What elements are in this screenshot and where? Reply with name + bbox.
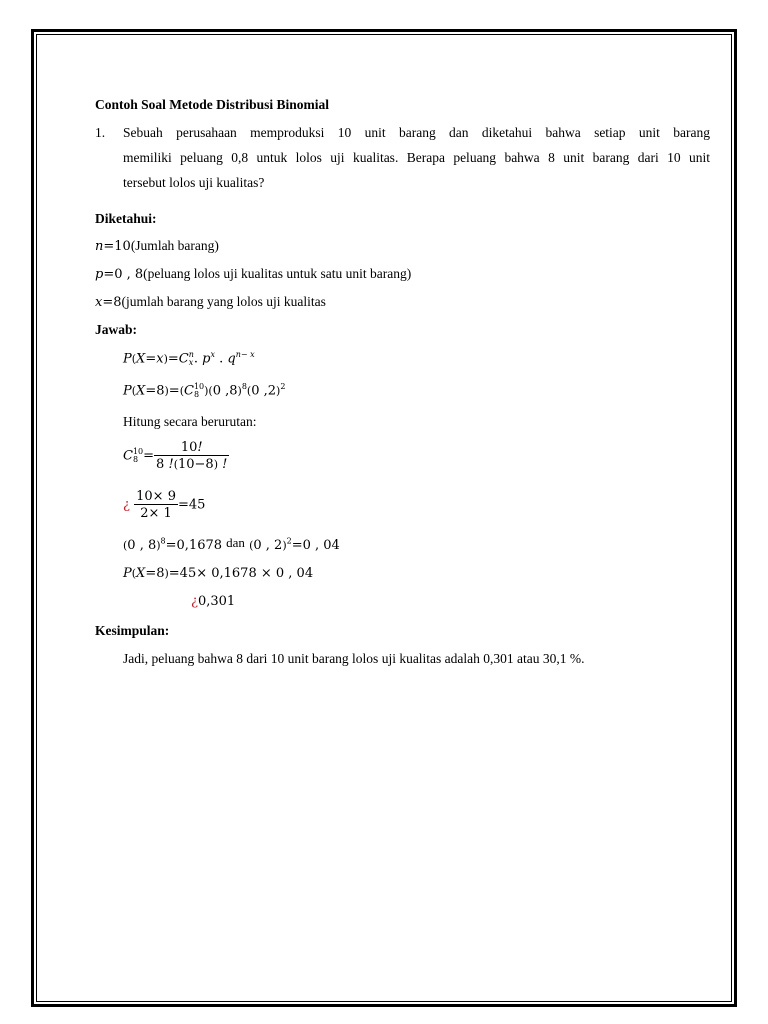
x-description: (jumlah barang yang lolos uji kualitas bbox=[121, 294, 326, 309]
combination-result: ¿ $\frac{10\times 9}{2\times 1}$ =45 bbox=[123, 489, 206, 521]
known-heading: Diketahui: bbox=[95, 211, 157, 226]
problem-line-1: Sebuah perusahaan memproduksi 10 unit barang dan diketahui bahwa setiap unit barang bbox=[123, 125, 710, 140]
powers-line: (0 , 8)$^8$=0,1678 dan (0 , 2)$^2$=0 , 04 bbox=[123, 535, 340, 553]
problem-number: 1. bbox=[95, 125, 106, 140]
result-value: 0,301 bbox=[197, 594, 236, 609]
dan-word: dan bbox=[226, 535, 245, 550]
known-p bbox=[95, 267, 411, 281]
missing-glyph: ¿ bbox=[123, 497, 130, 513]
n-formula: n=10 bbox=[95, 239, 131, 254]
combination-simplified-fraction: $\frac{10\times 9}{2\times 1}$ bbox=[136, 489, 176, 521]
answer-heading: Jawab: bbox=[95, 322, 138, 337]
problem-line-3: tersebut lolos uji kualitas? bbox=[123, 175, 265, 190]
p-description: (peluang lolos uji kualitas untuk satu unit barang) bbox=[143, 266, 412, 281]
final-result bbox=[191, 595, 235, 608]
binomial-formula: P(X=x)=Cn x. $p^x$ . $q^{n- x}$ bbox=[123, 350, 255, 367]
conclusion-text: Jadi, peluang bahwa 8 dari 10 unit barang lolos uji kualitas adalah 0,301 atau 30,1 %. bbox=[123, 651, 585, 666]
binomial-substitution: P(X=8)=(C10 8 )(0 ,8)$^8$(0 ,2)$^2$ bbox=[123, 382, 286, 399]
missing-glyph: ¿ bbox=[191, 594, 198, 609]
final-product-line: P(X=8)=45× 0,1678 × 0 , 04 bbox=[123, 566, 314, 581]
combination-fraction: $\frac{10!}{8 !(10-8) !}$ bbox=[156, 440, 228, 472]
step-label: Hitung secara berurutan: bbox=[123, 414, 257, 429]
document-title: Contoh Soal Metode Distribusi Binomial bbox=[95, 97, 330, 112]
known-n bbox=[95, 239, 219, 253]
n-description: (Jumlah barang) bbox=[130, 238, 219, 253]
problem-line-2: memiliki peluang 0,8 untuk lolos uji kualitas. Berapa peluang bahwa 8 unit barang dari 10 unit bbox=[123, 150, 710, 165]
known-x bbox=[95, 295, 326, 309]
combination-formula: C10 8 = $\frac{10!}{8 !(10-8) !}$ bbox=[123, 440, 228, 472]
conclusion-heading: Kesimpulan: bbox=[95, 623, 170, 638]
p-formula: p=0 , 8 bbox=[95, 267, 144, 282]
x-formula: x=8 bbox=[95, 295, 122, 310]
